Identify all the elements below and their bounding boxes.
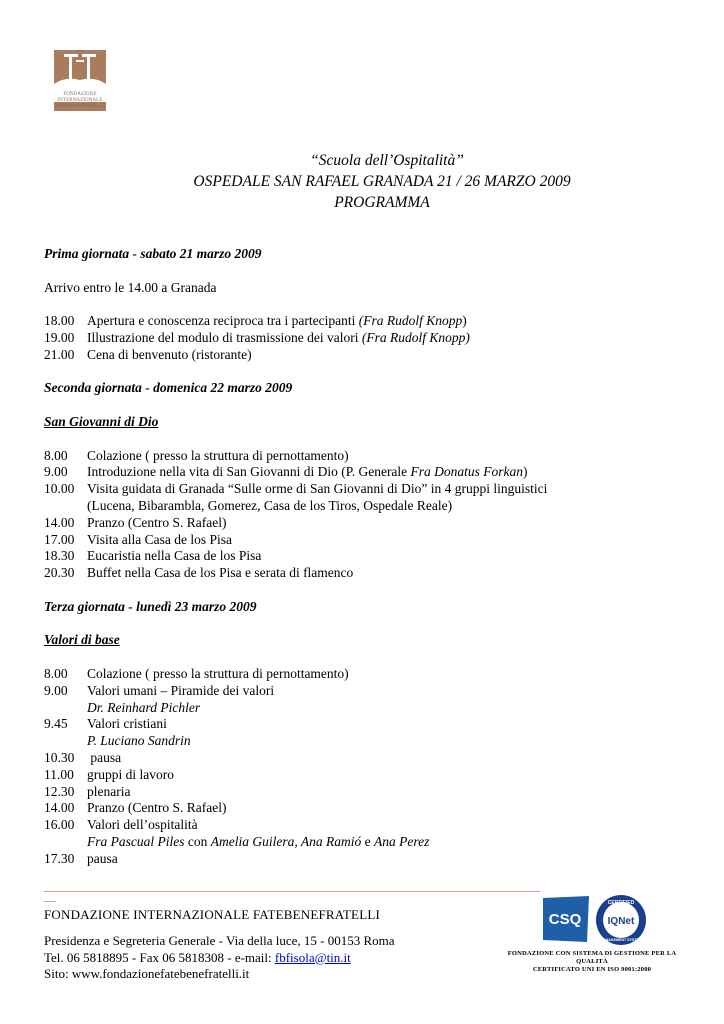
schedule-row: 10.00 Visita guidata di Granada “Sulle orme di San Giovanni di Dio” in 4 gruppi linguistici <box>44 481 548 497</box>
day1-title: Prima giornata - sabato 21 marzo 2009 <box>44 246 262 261</box>
schedule-row: 8.00 Colazione ( presso la struttura di pernottamento) <box>44 665 349 681</box>
day1-arrival: Arrivo entro le 14.00 a Granada <box>44 279 217 295</box>
schedule-row: 18.00 Apertura e conoscenza reciproca tra i partecipanti (Fra Rudolf Knopp) <box>44 313 467 329</box>
schedule-row: 17.00 Visita alla Casa de los Pisa <box>44 531 233 547</box>
schedule-row: 9.45 Valori cristiani <box>44 716 167 732</box>
schedule-row: 11.00 gruppi di lavoro <box>44 766 174 782</box>
schedule-row: 16.00 Valori dell’ospitalità <box>44 817 198 833</box>
svg-text:CERTIFIED: CERTIFIED <box>607 900 635 906</box>
schedule-row: 20.30 Buffet nella Casa de los Pisa e serata di flamenco <box>44 565 354 581</box>
footer-divider-short <box>44 901 56 902</box>
speaker-row: Dr. Reinhard Pichler <box>87 699 201 715</box>
speaker-row: P. Luciano Sandrin <box>87 733 191 749</box>
svg-text:CSQ: CSQ <box>548 911 582 928</box>
schedule-row: 9.00 Introduzione nella vita di San Giovanni di Dio (P. Generale Fra Donatus Forkan) <box>44 464 528 480</box>
footer <box>44 906 524 983</box>
schedule-row: 9.00 Valori umani – Piramide dei valori <box>44 682 275 698</box>
logo-caption: FONDAZIONE INTERNAZIONALE FATEBENEFRATELLI <box>55 92 105 109</box>
schedule-row: 14.00 Pranzo (Centro S. Rafael) <box>44 514 227 530</box>
svg-text:IQNet: IQNet <box>607 916 635 927</box>
schedule-row: 12.30 plenaria <box>44 783 131 799</box>
day2-theme: San Giovanni di Dio <box>44 413 159 429</box>
day3-title: Terza giornata - lunedì 23 marzo 2009 <box>44 598 257 614</box>
footer-website: Sito: www.fondazionefatebenefratelli.it <box>44 966 250 981</box>
schedule-row: 14.00 Pranzo (Centro S. Rafael) <box>44 800 227 816</box>
certification-caption: FONDAZIONE CON SISTEMA DI GESTIONE PER LA QUALITÀ CERTIFICATO UNI EN ISO 9001:2000 <box>507 950 677 973</box>
footer-divider <box>44 891 540 892</box>
schedule-row: 18.30 Eucaristia nella Casa de los Pisa <box>44 548 262 564</box>
svg-text:MANAGEMENT SYSTEM: MANAGEMENT SYSTEM <box>600 938 642 942</box>
schedule-row: 21.00 Cena di benvenuto (ristorante) <box>44 346 252 362</box>
day2-title: Seconda giornata - domenica 22 marzo 2009 <box>44 380 293 396</box>
footer-contacts: Tel. 06 5818895 - Fax 06 5818308 - e-mail: fbfisola@tin.it <box>44 949 351 965</box>
schedule-row: 19.00 Illustrazione del modulo di trasmissione dei valori (Fra Rudolf Knopp) <box>44 329 470 345</box>
speaker-row: Fra Pascual Piles con Amelia Guilera, Ana Ramió e Ana Perez <box>87 833 430 849</box>
program-body <box>44 246 664 867</box>
document-header <box>0 150 724 213</box>
schedule-row: 8.00 Colazione ( presso la struttura di pernottamento) <box>44 447 349 463</box>
day3-theme: Valori di base <box>44 632 120 648</box>
schedule-row: 10.30 pausa <box>44 749 122 765</box>
csq-iqnet-logo-icon <box>541 892 651 948</box>
schedule-row-continuation: (Lucena, Bibarambla, Gomerez, Casa de los Tiros, Ospedale Reale) <box>87 497 453 513</box>
schedule-row: 17.30 pausa <box>44 850 118 866</box>
email-link[interactable]: fbfisola@tin.it <box>274 949 351 965</box>
document-title: “Scuola dell’Ospitalità” <box>310 152 464 169</box>
footer-address: Presidenza e Segreteria Generale - Via della luce, 15 - 00153 Roma <box>44 933 395 948</box>
certification-logos <box>541 892 651 948</box>
document-subtitle: OSPEDALE SAN RAFAEL GRANADA 21 / 26 MARZO 2009 <box>193 173 571 190</box>
footer-org-name: FONDAZIONE INTERNAZIONALE FATEBENEFRATELLI <box>44 907 381 922</box>
program-heading: PROGRAMMA <box>334 194 430 211</box>
